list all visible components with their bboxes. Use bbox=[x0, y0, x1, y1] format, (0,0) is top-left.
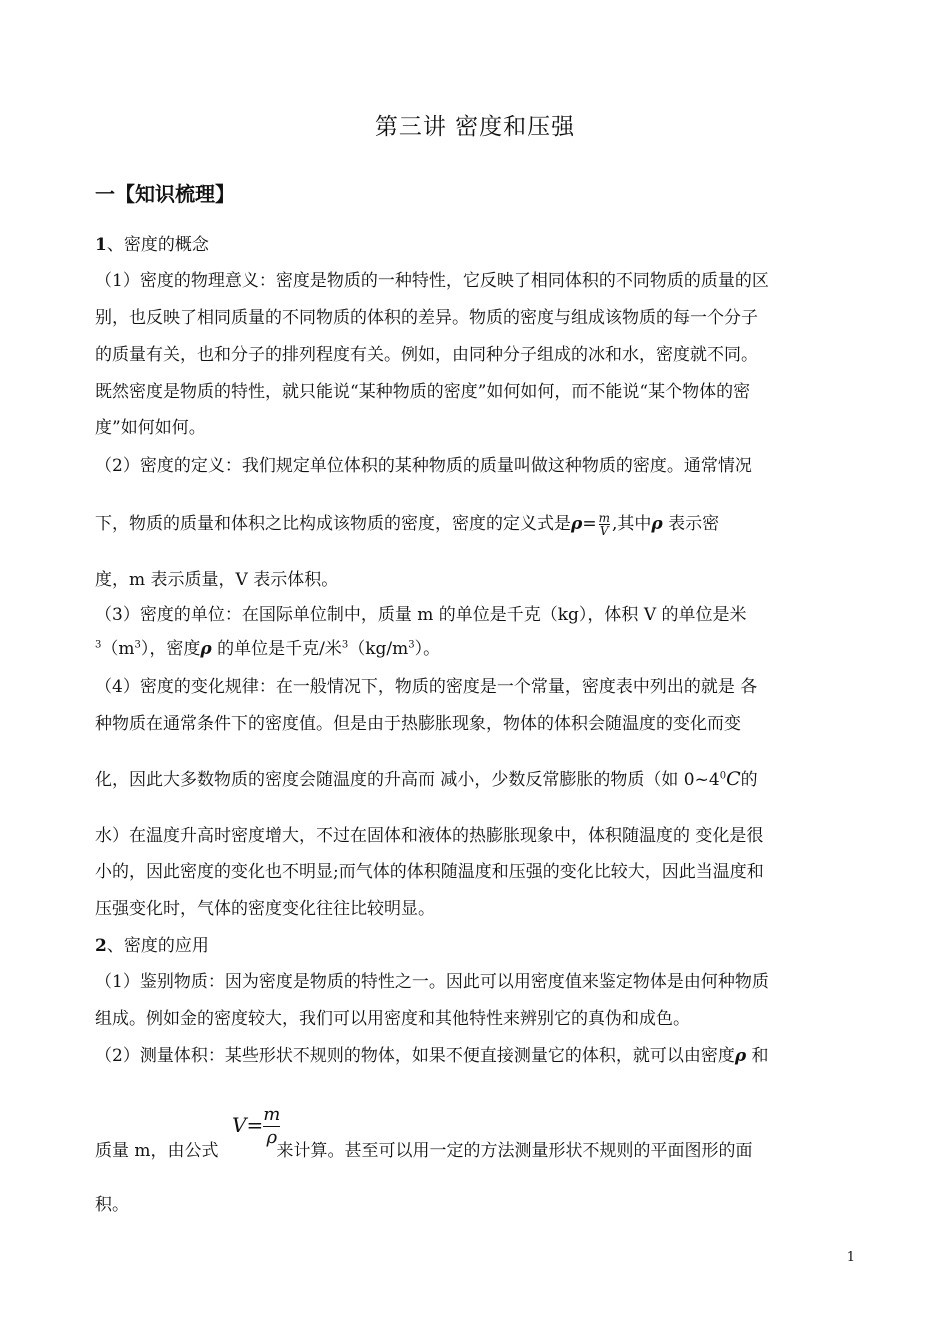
paragraph-line: （1）密度的物理意义：密度是物质的一种特性，它反映了相同体积的不同物质的质量的区 bbox=[95, 271, 769, 291]
section-heading: 一【知识梳理】 bbox=[95, 182, 235, 206]
density-formula-fraction: $\frac{m}{V}$ bbox=[598, 511, 610, 538]
formula-line: 质量 m，由公式 来计算。甚至可以用一定的方法测量形状不规则的平面图形的面 bbox=[95, 1141, 753, 1161]
paragraph-line: 组成。例如金的密度较大，我们可以用密度和其他特性来辨别它的真伪和成色。 bbox=[95, 1009, 690, 1029]
paragraph-line: （2）密度的定义：我们规定单位体积的某种物质的质量叫做这种物质的密度。通常情况 bbox=[95, 456, 752, 476]
units-line: $^3(m^3)$，密度ρ 的单位是千克/米$^3(kg/m^3)$。 bbox=[95, 639, 441, 659]
rho-symbol: ρ bbox=[200, 639, 212, 659]
rho-symbol: ρ bbox=[734, 1046, 747, 1066]
paragraph-line: 积。 bbox=[95, 1195, 129, 1215]
paragraph-line: 种物质在通常条件下的密度值。但是由于热膨胀现象，物体的体积会随温度的变化而变 bbox=[95, 714, 741, 734]
temperature-line: 化，因此大多数物质的密度会随温度的升高而 减小，少数反常膨胀的物质（如 $0\sim 4^0C$的 bbox=[95, 768, 758, 790]
paragraph-line: 压强变化时，气体的密度变化往往比较明显。 bbox=[95, 899, 435, 919]
paragraph-line: 小的，因此密度的变化也不明显;而气体的体积随温度和压强的变化比较大，因此当温度和 bbox=[95, 862, 764, 882]
paragraph-line: 水）在温度升高时密度增大，不过在固体和液体的热膨胀现象中，体积随温度的 变化是很 bbox=[95, 826, 764, 846]
density-definition-line: 下，物质的质量和体积之比构成该物质的密度，密度的定义式是ρ= $\frac{m}{V}$ ,其中ρ 表示密 bbox=[95, 511, 720, 538]
heading-2: 2、密度的应用 bbox=[95, 936, 209, 956]
page-number: 1 bbox=[846, 1250, 855, 1265]
rho-symbol: ρ bbox=[651, 514, 663, 534]
page-title: 第三讲 密度和压强 bbox=[374, 114, 576, 140]
heading-1: 1、密度的概念 bbox=[95, 235, 209, 255]
paragraph-line: （1）鉴别物质：因为密度是物质的特性之一。因此可以用密度值来鉴定物体是由何种物质 bbox=[95, 972, 769, 992]
volume-line: （2）测量体积：某些形状不规则的物体，如果不便直接测量它的体积，就可以由密度ρ 和 bbox=[95, 1046, 769, 1066]
paragraph-line: （3）密度的单位：在国际单位制中，质量 m 的单位是千克（kg），体积 V 的单位是米 bbox=[95, 605, 747, 625]
paragraph-line: 既然密度是物质的特性，就只能说“某种物质的密度”如何如何，而不能说“某个物体的密 bbox=[95, 382, 751, 402]
paragraph-line: 度，m 表示质量，V 表示体积。 bbox=[95, 570, 339, 590]
paragraph-line: 的质量有关，也和分子的排列程度有关。例如，由同种分子组成的冰和水，密度就不同。 bbox=[95, 345, 758, 365]
paragraph-line: 别，也反映了相同质量的不同物质的体积的差异。物质的密度与组成该物质的每一个分子 bbox=[95, 308, 758, 328]
paragraph-line: （4）密度的变化规律：在一般情况下，物质的密度是一个常量，密度表中列出的就是 各 bbox=[95, 677, 758, 697]
volume-formula: V= $\frac{m}{\rho}$ bbox=[232, 1104, 281, 1148]
paragraph-line: 度”如何如何。 bbox=[95, 418, 206, 438]
rho-symbol: ρ bbox=[571, 514, 583, 534]
